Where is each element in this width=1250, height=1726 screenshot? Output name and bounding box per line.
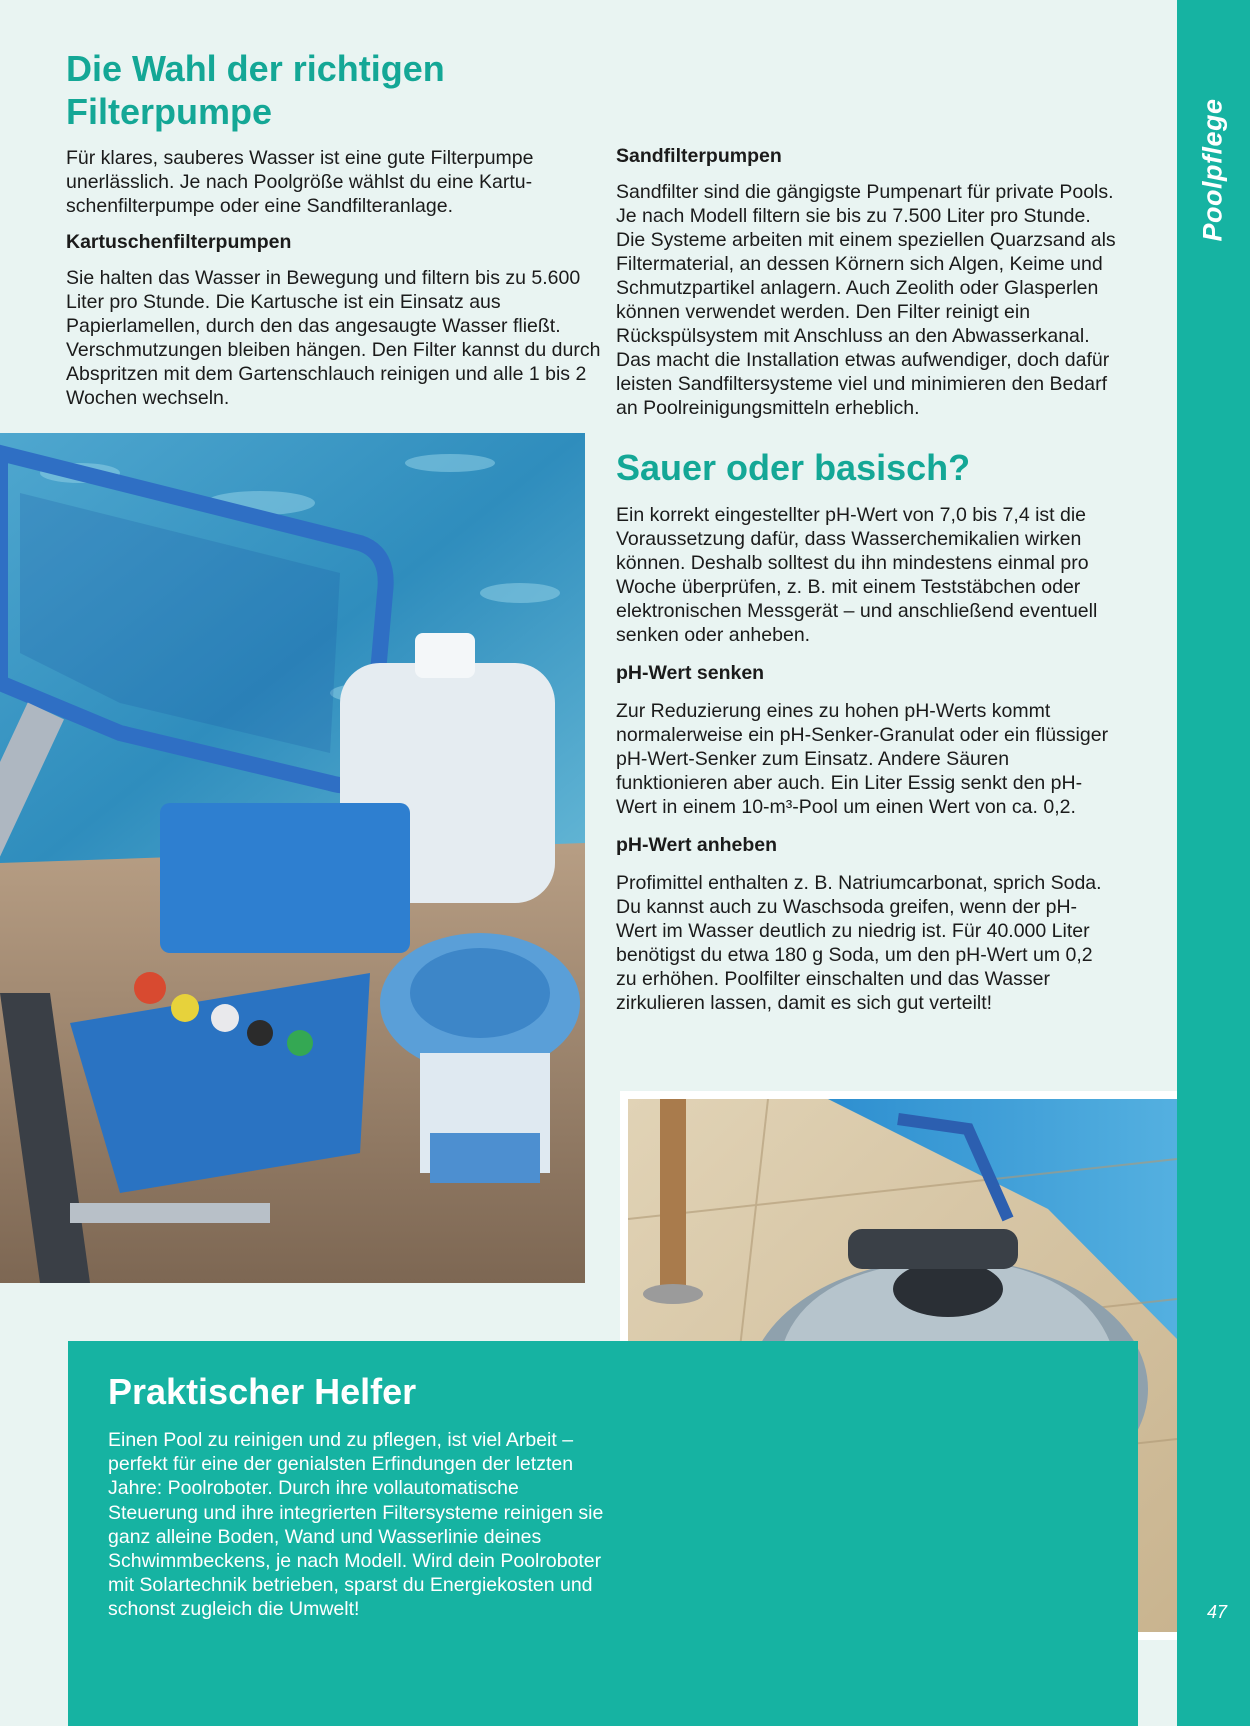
ph-raise-paragraph: Profimittel enthalten z. B. Natriumcarbonat, sprich Soda. Du kannst auch zu Waschsoda greifen, wenn der pH-Wert im Wasser deutlich zu niedrig ist. Für 40.000 Liter benötigst du etwa 180 g Soda, um den pH-Wert um 0,2 zu erhöhen. Poolfilter einschalten und das Wasser zirkulieren lassen, damit es sich gut verteilt! [616, 872, 1102, 1015]
cartridge-paragraph: Sie halten das Wasser in Bewegung und filtern bis zu 5.600 Liter pro Stunde. Die Kartusche ist ein Einsatz aus Papierlamellen, durch den das angesaugte Wasser fließt. Verschmutzungen bleiben hängen. Den Filter kannst du durch Abspritzen mit dem Gartenschlauch reinigen und alle 1 bis 2 Wochen wechseln. [66, 267, 601, 409]
helper-text-block [108, 1428, 608, 1622]
pool-utensils-photo [0, 433, 585, 1283]
helper-paragraph: Einen Pool zu reinigen und zu pflegen, ist viel Arbeit – perfekt für eine der genialsten Erfindungen der letzten Jahre: Poolroboter. Durch ihre vollautomatische Steuerung und ihre integrierten Filtersysteme reinigen sie ganz alleine Boden, Wand und Wasserlinie deines Schwimmbeckens, je nach Modell. Wird dein Poolroboter mit Solartechnik betrieben, sparst du Energiekosten und schonst zugleich die Umwelt! [108, 1429, 604, 1621]
cartridge-heading: Kartuschenfilterpumpen [66, 231, 292, 253]
ph-lower-paragraph: Zur Reduzierung eines zu hohen pH-Werts kommt normalerweise ein pH-Senker-Granulat oder ein flüssiger pH-Wert-Senker zum Einsatz. Andere Säuren funktionieren aber auch. Ein Liter Essig senkt den pH-Wert in einem 10-m³-Pool um einen Wert von ca. 0,2. [616, 700, 1109, 819]
ph-intro-paragraph: Ein korrekt eingestellter pH-Wert von 7,0 bis 7,4 ist die Voraussetzung dafür, dass Wasserchemikalien wirken können. Deshalb solltest du ihn mindestens einmal pro Woche überprüfen, z. B. mit einem Teststäbchen oder elektronischen Messgerät – und anschließend eventuell senken oder anheben. [616, 504, 1098, 647]
sand-heading: Sandfilterpumpen [616, 145, 782, 167]
ph-title: Sauer oder basisch? [616, 447, 971, 488]
left-column [66, 146, 601, 410]
ph-lower-heading: pH-Wert senken [616, 662, 765, 685]
page-number: 47 [1206, 1602, 1228, 1622]
sand-paragraph: Sandfilter sind die gängigste Pumpenart für private Pools. Je nach Modell filtern sie bis zu 7.500 Liter pro Stunde. Die Systeme arbeiten mit einem speziellen Quarzsand als Filtermaterial, an dessen Körnern sich Algen, Keime und Schmutzpartikel anlagern. Auch Zeolith oder Glasperlen können verwendet werden. Den Filter reinigt ein Rückspülsystem mit Anschluss an den Abwasserkanal. Das macht die Installation etwas aufwendiger, doch dafür leisten Sandfiltersysteme viel und minimieren den Bedarf an Poolreinigungsmitteln erheblich. [616, 181, 1116, 419]
sidebar-strip [1177, 0, 1250, 1726]
helper-title: Praktischer Helfer [108, 1371, 417, 1412]
page-title: Die Wahl der richtigen Filterpumpe [66, 48, 445, 133]
intro-paragraph: Für klares, sauberes Wasser ist eine gute Filterpumpe unerlässlich. Je nach Poolgröße wählst du eine Kartuschenfilterpumpe oder eine Sandfilteranlage. [66, 147, 534, 217]
section-label: Poolpflege [1197, 98, 1228, 242]
right-column [616, 144, 1116, 1015]
ph-raise-heading: pH-Wert anheben [616, 834, 778, 857]
